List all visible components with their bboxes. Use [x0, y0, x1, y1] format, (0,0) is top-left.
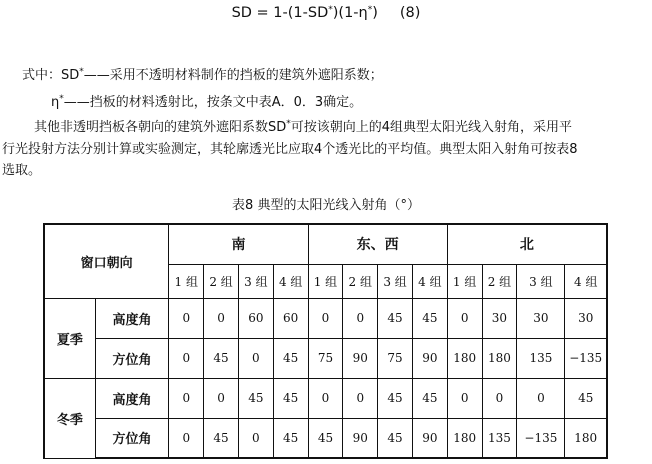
definition-sd	[22, 66, 383, 86]
table-cell: 0	[204, 378, 239, 418]
season-winter: 冬季	[44, 378, 95, 458]
corner-label: 窗口朝向	[44, 224, 169, 298]
group-header: 1 组	[169, 264, 204, 298]
table-row	[44, 298, 607, 338]
table-cell: 90	[343, 418, 378, 458]
table-cell: 0	[447, 298, 482, 338]
table-cell: 60	[238, 298, 273, 338]
table-cell: 45	[412, 298, 447, 338]
table-header-row-directions	[44, 224, 607, 264]
table-cell: 45	[308, 418, 343, 458]
table-cell: 75	[378, 338, 413, 378]
table-cell: 45	[378, 378, 413, 418]
row-label: 高度角	[95, 298, 169, 338]
table-cell: 45	[273, 338, 308, 378]
direction-north: 北	[447, 224, 607, 264]
table-cell: 0	[343, 298, 378, 338]
definition-eta	[51, 93, 362, 113]
row-label: 方位角	[95, 338, 169, 378]
table-cell: 45	[378, 298, 413, 338]
table-row	[44, 338, 607, 378]
table-cell: 0	[343, 378, 378, 418]
paragraph-star: *	[286, 119, 291, 129]
table-caption: 表8 典型的太阳光线入射角（°）	[232, 198, 420, 213]
table-cell: 90	[412, 338, 447, 378]
table-cell: 45	[273, 378, 308, 418]
table-cell: 45	[238, 378, 273, 418]
table-cell: 45	[204, 338, 239, 378]
group-header: 2 组	[343, 264, 378, 298]
formula-expr-prefix: SD = 1-(1-SD	[231, 5, 329, 21]
table-cell: −135	[517, 418, 565, 458]
table-row	[44, 378, 607, 418]
table-cell: 45	[273, 418, 308, 458]
season-summer: 夏季	[44, 298, 95, 378]
definition-eta-text: ——挡板的材料透射比，按条文中表A．0．3确定。	[63, 95, 363, 110]
table-cell: −135	[565, 338, 607, 378]
definition-eta-star: *	[59, 94, 64, 104]
table-cell: 180	[565, 418, 607, 458]
group-header: 3 组	[378, 264, 413, 298]
formula-expr-suffix: )	[372, 5, 378, 21]
incidence-angle-table	[43, 223, 608, 459]
definition-eta-lead: η	[51, 95, 60, 110]
table-cell: 90	[412, 418, 447, 458]
table-cell: 0	[482, 378, 517, 418]
definition-sd-text: ——采用不透明材料制作的挡板的建筑外遮阳系数；	[83, 68, 383, 83]
table-row	[44, 418, 607, 458]
table-cell: 45	[204, 418, 239, 458]
paragraph-line-1b: 可按该朝向上的4组典型太阳光线入射角，采用平	[290, 120, 573, 135]
definition-sd-star: *	[79, 67, 84, 77]
table-cell: 0	[169, 298, 204, 338]
formula-star-1: *	[328, 5, 333, 15]
group-header: 2 组	[204, 264, 239, 298]
table-cell: 0	[238, 418, 273, 458]
group-header: 3 组	[238, 264, 273, 298]
group-header: 1 组	[308, 264, 343, 298]
table-cell: 135	[482, 418, 517, 458]
table-cell: 45	[378, 418, 413, 458]
table-cell: 30	[482, 298, 517, 338]
formula-expr-mid: )(1-η	[332, 5, 368, 21]
group-header: 4 组	[412, 264, 447, 298]
paragraph-line-3: 选取。	[2, 163, 42, 178]
paragraph-line-2: 行光投射方法分别计算或实验测定，其轮廓透光比应取4个透光比的平均值。典型太阳入射角可按表8	[2, 142, 578, 157]
formula-star-2: *	[367, 5, 373, 15]
table-cell: 45	[412, 378, 447, 418]
formula-line	[0, 2, 652, 24]
table-cell: 180	[482, 338, 517, 378]
group-header: 3 组	[517, 264, 565, 298]
group-header: 2 组	[482, 264, 517, 298]
group-header: 1 组	[447, 264, 482, 298]
paragraph-line-1	[34, 118, 572, 138]
table-cell: 0	[308, 298, 343, 338]
direction-south: 南	[169, 224, 308, 264]
table-cell: 0	[308, 378, 343, 418]
table-cell: 75	[308, 338, 343, 378]
table-cell: 60	[273, 298, 308, 338]
table-cell: 180	[447, 418, 482, 458]
table-cell: 0	[517, 378, 565, 418]
row-label: 高度角	[95, 378, 169, 418]
table-cell: 0	[169, 418, 204, 458]
table-cell: 0	[204, 298, 239, 338]
table-cell: 0	[447, 378, 482, 418]
table-cell: 0	[238, 338, 273, 378]
table-cell: 135	[517, 338, 565, 378]
row-label: 方位角	[95, 418, 169, 458]
table-cell: 90	[343, 338, 378, 378]
definition-sd-lead: 式中：SD	[22, 68, 80, 83]
table-cell: 180	[447, 338, 482, 378]
paragraph-line-1a: 其他非透明挡板各朝向的建筑外遮阳系数SD	[34, 120, 287, 135]
direction-east-west: 东、西	[308, 224, 447, 264]
formula-number: (8)	[399, 5, 421, 21]
table-cell: 0	[169, 338, 204, 378]
table-cell: 30	[565, 298, 607, 338]
group-header: 4 组	[565, 264, 607, 298]
table-cell: 30	[517, 298, 565, 338]
group-header: 4 组	[273, 264, 308, 298]
table-cell: 0	[169, 378, 204, 418]
table-cell: 45	[565, 378, 607, 418]
